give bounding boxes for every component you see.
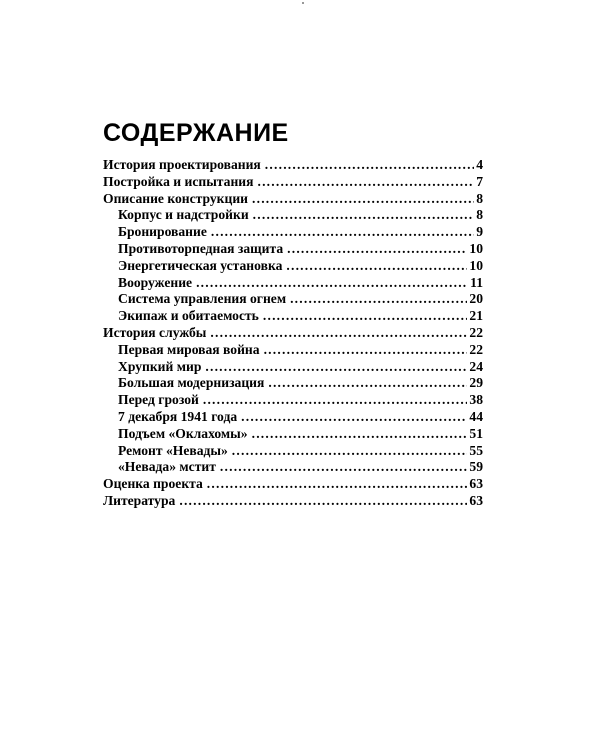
- toc-entry-title: Оценка проекта: [103, 476, 203, 492]
- toc-entry-page-number: 4: [476, 157, 483, 172]
- toc-entry-title: Литература: [103, 492, 176, 508]
- toc-dot-leader: [220, 459, 468, 476]
- toc-entry-title: 7 декабря 1941 года: [118, 408, 238, 424]
- toc-entry-page-number: 10: [469, 240, 483, 256]
- toc-dot-leader: [207, 476, 468, 493]
- toc-entry-title: Постройка и испытания: [103, 173, 254, 189]
- toc-entry-title: Перед грозой: [118, 392, 199, 408]
- toc-entry-page-number: 8: [476, 207, 483, 223]
- toc-entry-page-number: 21: [469, 308, 483, 324]
- toc-entry-title: Система управления огнем: [118, 291, 287, 307]
- toc-dot-leader: [253, 207, 475, 224]
- toc-dot-leader: [265, 157, 474, 174]
- toc-entry: [103, 275, 483, 292]
- table-of-contents: [103, 157, 483, 510]
- toc-entry: [103, 325, 483, 342]
- toc-entry: [103, 443, 483, 460]
- toc-entry-title: История проектирования: [103, 157, 261, 172]
- toc-entry-title: «Невада» мстит: [118, 459, 216, 475]
- toc-entry: [103, 342, 483, 359]
- toc-entry-page-number: 7: [476, 173, 483, 189]
- toc-entry-page-number: 11: [470, 274, 483, 290]
- toc-dot-leader: [179, 493, 467, 510]
- toc-entry-page-number: 22: [469, 324, 483, 340]
- page-title: СОДЕРЖАНИЕ: [103, 119, 289, 147]
- toc-entry-page-number: 10: [469, 257, 483, 273]
- toc-dot-leader: [263, 308, 468, 325]
- toc-entry: [103, 359, 483, 376]
- toc-entry: [103, 157, 483, 174]
- toc-entry: [103, 392, 483, 409]
- toc-dot-leader: [210, 325, 467, 342]
- toc-entry-title: Подъем «Оклахомы»: [118, 425, 248, 441]
- toc-dot-leader: [268, 375, 467, 392]
- toc-entry-title: Первая мировая война: [118, 341, 260, 357]
- toc-entry-page-number: 9: [476, 224, 483, 240]
- toc-entry: [103, 191, 483, 208]
- toc-entry-title: Хрупкий мир: [118, 358, 202, 374]
- toc-dot-leader: [252, 191, 474, 208]
- toc-entry-page-number: 22: [469, 341, 483, 357]
- toc-entry-title: Большая модернизация: [118, 375, 265, 391]
- toc-entry-title: Вооружение: [118, 274, 193, 290]
- toc-entry-title: История службы: [103, 324, 207, 340]
- toc-dot-leader: [205, 359, 467, 376]
- toc-dot-leader: [211, 224, 474, 241]
- toc-entry: [103, 291, 483, 308]
- toc-entry-page-number: 63: [469, 492, 483, 508]
- toc-entry: [103, 476, 483, 493]
- toc-dot-leader: [241, 409, 467, 426]
- toc-dot-leader: [286, 258, 467, 275]
- toc-dot-leader: [252, 426, 468, 443]
- toc-entry-title: Ремонт «Невады»: [118, 442, 228, 458]
- toc-dot-leader: [264, 342, 468, 359]
- toc-entry: [103, 459, 483, 476]
- toc-entry-page-number: 29: [469, 375, 483, 391]
- toc-entry-title: Описание конструкции: [103, 190, 248, 206]
- toc-entry: [103, 375, 483, 392]
- toc-entry: [103, 207, 483, 224]
- toc-entry: [103, 493, 483, 510]
- toc-entry-page-number: 8: [476, 190, 483, 206]
- toc-entry: [103, 174, 483, 191]
- toc-dot-leader: [232, 443, 468, 460]
- toc-entry: [103, 258, 483, 275]
- toc-dot-leader: [203, 392, 468, 409]
- toc-entry-title: Энергетическая установка: [118, 257, 283, 273]
- toc-entry-title: Противоторпедная защита: [118, 240, 284, 256]
- toc-entry: [103, 426, 483, 443]
- toc-entry-page-number: 44: [469, 408, 483, 424]
- toc-entry-page-number: 51: [469, 425, 483, 441]
- print-mark: [302, 2, 304, 4]
- toc-entry-page-number: 63: [469, 476, 483, 492]
- toc-entry-title: Корпус и надстройки: [118, 207, 249, 223]
- toc-dot-leader: [290, 291, 467, 308]
- toc-entry-page-number: 59: [469, 459, 483, 475]
- toc-entry: [103, 224, 483, 241]
- toc-entry-title: Бронирование: [118, 224, 207, 240]
- toc-dot-leader: [287, 241, 467, 258]
- toc-entry: [103, 308, 483, 325]
- toc-entry-page-number: 20: [469, 291, 483, 307]
- toc-entry-page-number: 55: [469, 442, 483, 458]
- toc-entry: [103, 409, 483, 426]
- toc-dot-leader: [196, 275, 468, 292]
- toc-entry-title: Экипаж и обитаемость: [118, 308, 259, 324]
- toc-dot-leader: [257, 174, 474, 191]
- toc-entry-page-number: 38: [469, 392, 483, 408]
- toc-entry-page-number: 24: [469, 358, 483, 374]
- toc-entry: [103, 241, 483, 258]
